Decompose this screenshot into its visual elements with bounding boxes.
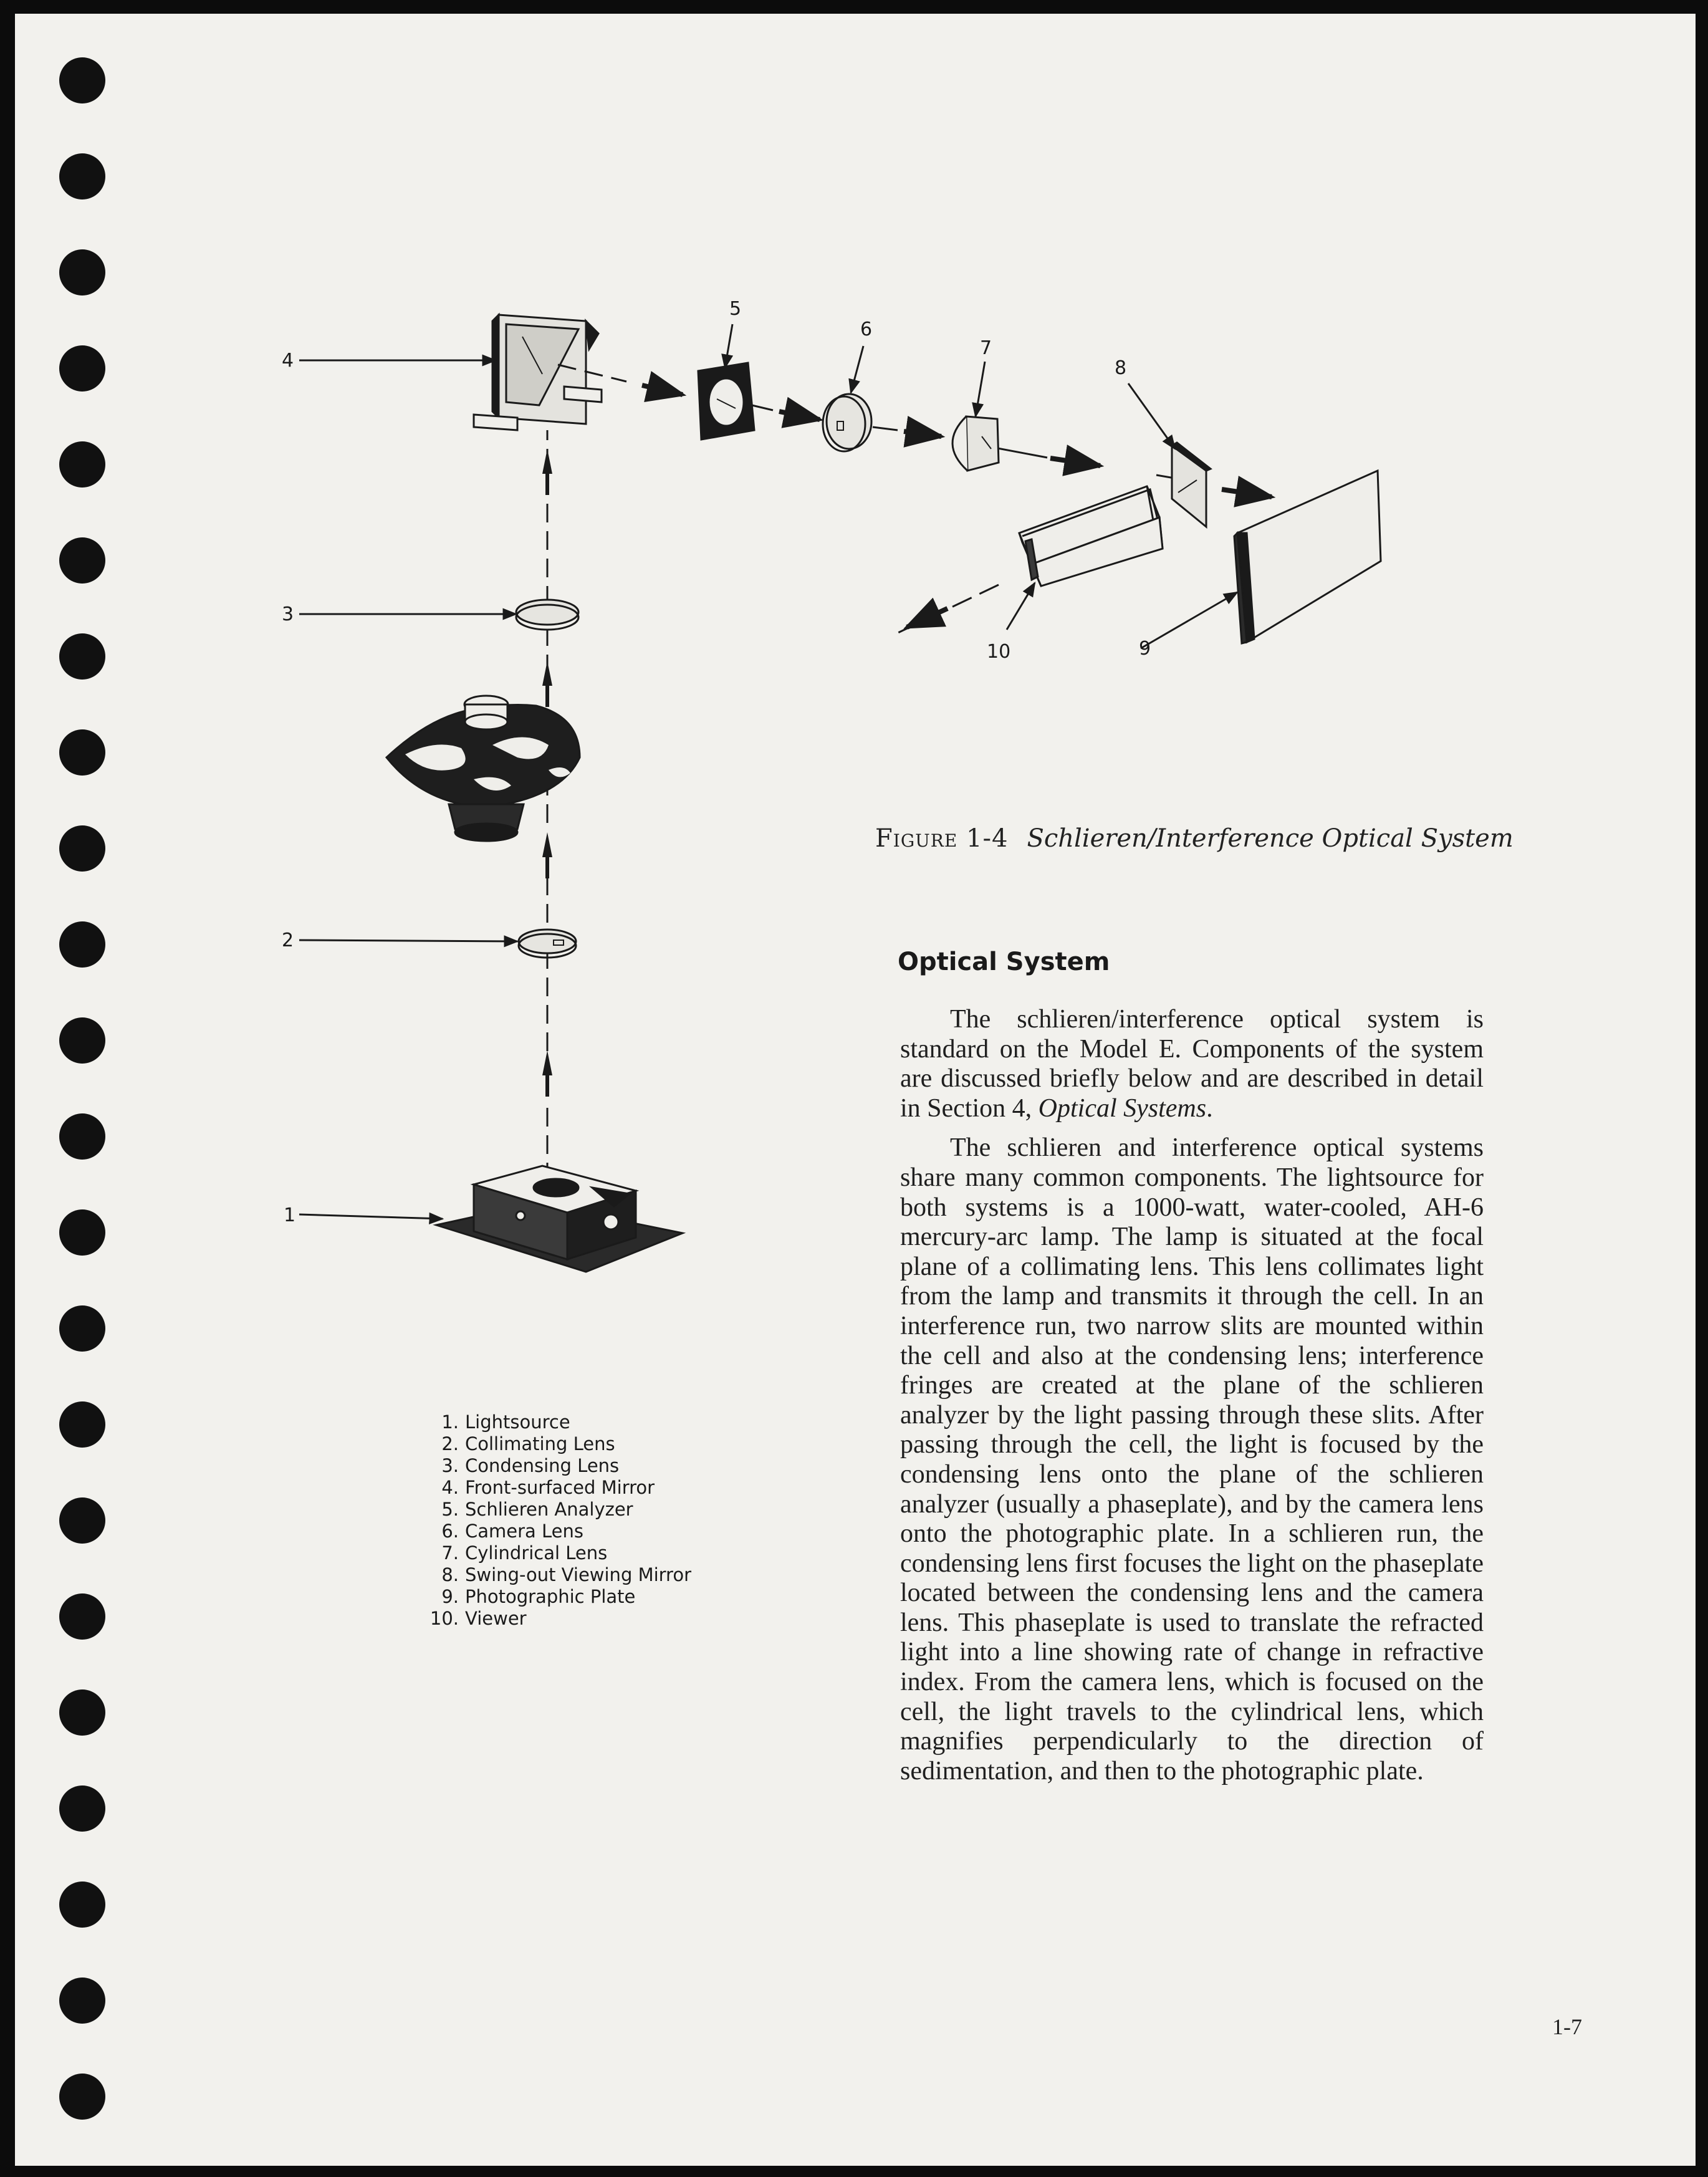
label-cylindrical-lens: 7 bbox=[980, 337, 992, 359]
label-camera-lens: 6 bbox=[860, 319, 873, 340]
figure-caption bbox=[875, 824, 1514, 853]
legend-item bbox=[420, 1521, 744, 1542]
swing-out-viewing-mirror bbox=[1172, 443, 1211, 527]
legend-text: Condensing Lens bbox=[465, 1455, 620, 1476]
legend-text: Camera Lens bbox=[465, 1521, 584, 1542]
label-viewer: 10 bbox=[987, 641, 1011, 663]
legend-item bbox=[420, 1564, 744, 1586]
front-surfaced-mirror bbox=[474, 315, 602, 430]
legend-text: Photographic Plate bbox=[465, 1586, 636, 1607]
legend-number: 6. bbox=[441, 1521, 459, 1542]
legend-item bbox=[420, 1608, 744, 1630]
camera-lens bbox=[823, 394, 871, 451]
legend-item bbox=[420, 1499, 744, 1521]
schlieren-analyzer bbox=[698, 363, 754, 440]
legend-number: 2. bbox=[441, 1433, 459, 1454]
paragraph bbox=[900, 1005, 1484, 1123]
lightsource bbox=[436, 1166, 683, 1272]
component-legend bbox=[420, 1411, 744, 1630]
legend-text: Collimating Lens bbox=[465, 1433, 615, 1454]
binder-hole bbox=[59, 1978, 105, 2024]
legend-item bbox=[420, 1542, 744, 1564]
condensing-lens bbox=[516, 600, 578, 630]
legend-number: 8. bbox=[441, 1564, 459, 1585]
binder-hole bbox=[59, 1689, 105, 1736]
viewer bbox=[1019, 486, 1163, 586]
paragraph-text: . bbox=[1206, 1093, 1213, 1123]
paragraph-text: The schlieren/interference optical system is standard on the Model E. Components of the system are discussed briefly below and are described in detail in Section 4, bbox=[900, 1005, 1484, 1123]
legend-text: Front-surfaced Mirror bbox=[465, 1477, 655, 1498]
legend-number: 1. bbox=[441, 1411, 459, 1433]
legend-number: 5. bbox=[441, 1499, 459, 1520]
legend-number: 4. bbox=[441, 1477, 459, 1498]
legend-text: Schlieren Analyzer bbox=[465, 1499, 633, 1520]
label-schlieren-analyzer: 5 bbox=[729, 298, 742, 320]
legend-text: Lightsource bbox=[465, 1411, 570, 1433]
label-viewing-mirror: 8 bbox=[1115, 357, 1127, 379]
label-front-surfaced-mirror: 4 bbox=[282, 350, 294, 372]
paragraph: The schlieren and interference optical systems share many common components. The lightsource for both systems is a 1000-watt, water-cooled, AH-6 mercury-arc lamp. The lamp is situated at the focal plane of a collimating lens. This lens collimates light from the lamp and transmits it through the cell. In an interference run, two narrow slits are mounted within the cell and also at the condensing lens; interference fringes are created at the plane of the schlieren analyzer by the light passing through these slits. After passing through the cell, the light is focused by the condensing lens onto the plane of the schlieren analyzer (usually a phaseplate), and by the camera lens onto the photographic plate. In a schlieren run, the condensing lens first focuses the light on the phaseplate located between the condensing lens and the camera lens. This phaseplate is used to translate the refracted light into a line showing rate of change in refractive index. From the camera lens, which is focused on the cell, the light travels to the cylindrical lens, which magnifies perpendicularly to the direction of sedimentation, and then to the photographic plate. bbox=[900, 1133, 1484, 1785]
body-text bbox=[900, 1005, 1484, 1796]
figure-number: Figure 1-4 bbox=[875, 824, 1009, 853]
legend-item bbox=[420, 1411, 744, 1433]
binder-hole bbox=[59, 2074, 105, 2120]
label-condensing-lens: 3 bbox=[282, 603, 294, 625]
rotor-cell bbox=[386, 696, 580, 841]
legend-number: 9. bbox=[441, 1586, 459, 1607]
binder-hole bbox=[59, 1785, 105, 1832]
label-lightsource: 1 bbox=[284, 1204, 296, 1226]
section-heading: Optical System bbox=[898, 948, 1110, 976]
figure-title: Schlieren/Interference Optical System bbox=[1027, 824, 1514, 853]
label-collimating-lens: 2 bbox=[282, 930, 294, 951]
cylindrical-lens bbox=[952, 416, 999, 471]
binder-hole bbox=[59, 1881, 105, 1928]
legend-item bbox=[420, 1433, 744, 1455]
legend-text: Viewer bbox=[465, 1608, 527, 1629]
page-number: 1-7 bbox=[1552, 2014, 1582, 2039]
emphasis-text: Optical Systems bbox=[1038, 1093, 1207, 1123]
legend-item bbox=[420, 1586, 744, 1608]
legend-text: Swing-out Viewing Mirror bbox=[465, 1564, 692, 1585]
legend-text: Cylindrical Lens bbox=[465, 1542, 608, 1564]
legend-number: 10. bbox=[429, 1608, 459, 1629]
legend-number: 3. bbox=[441, 1455, 459, 1476]
label-photographic-plate: 9 bbox=[1139, 638, 1151, 660]
legend-item bbox=[420, 1477, 744, 1499]
legend-number: 7. bbox=[441, 1542, 459, 1564]
legend-item bbox=[420, 1455, 744, 1477]
collimating-lens bbox=[519, 930, 576, 958]
